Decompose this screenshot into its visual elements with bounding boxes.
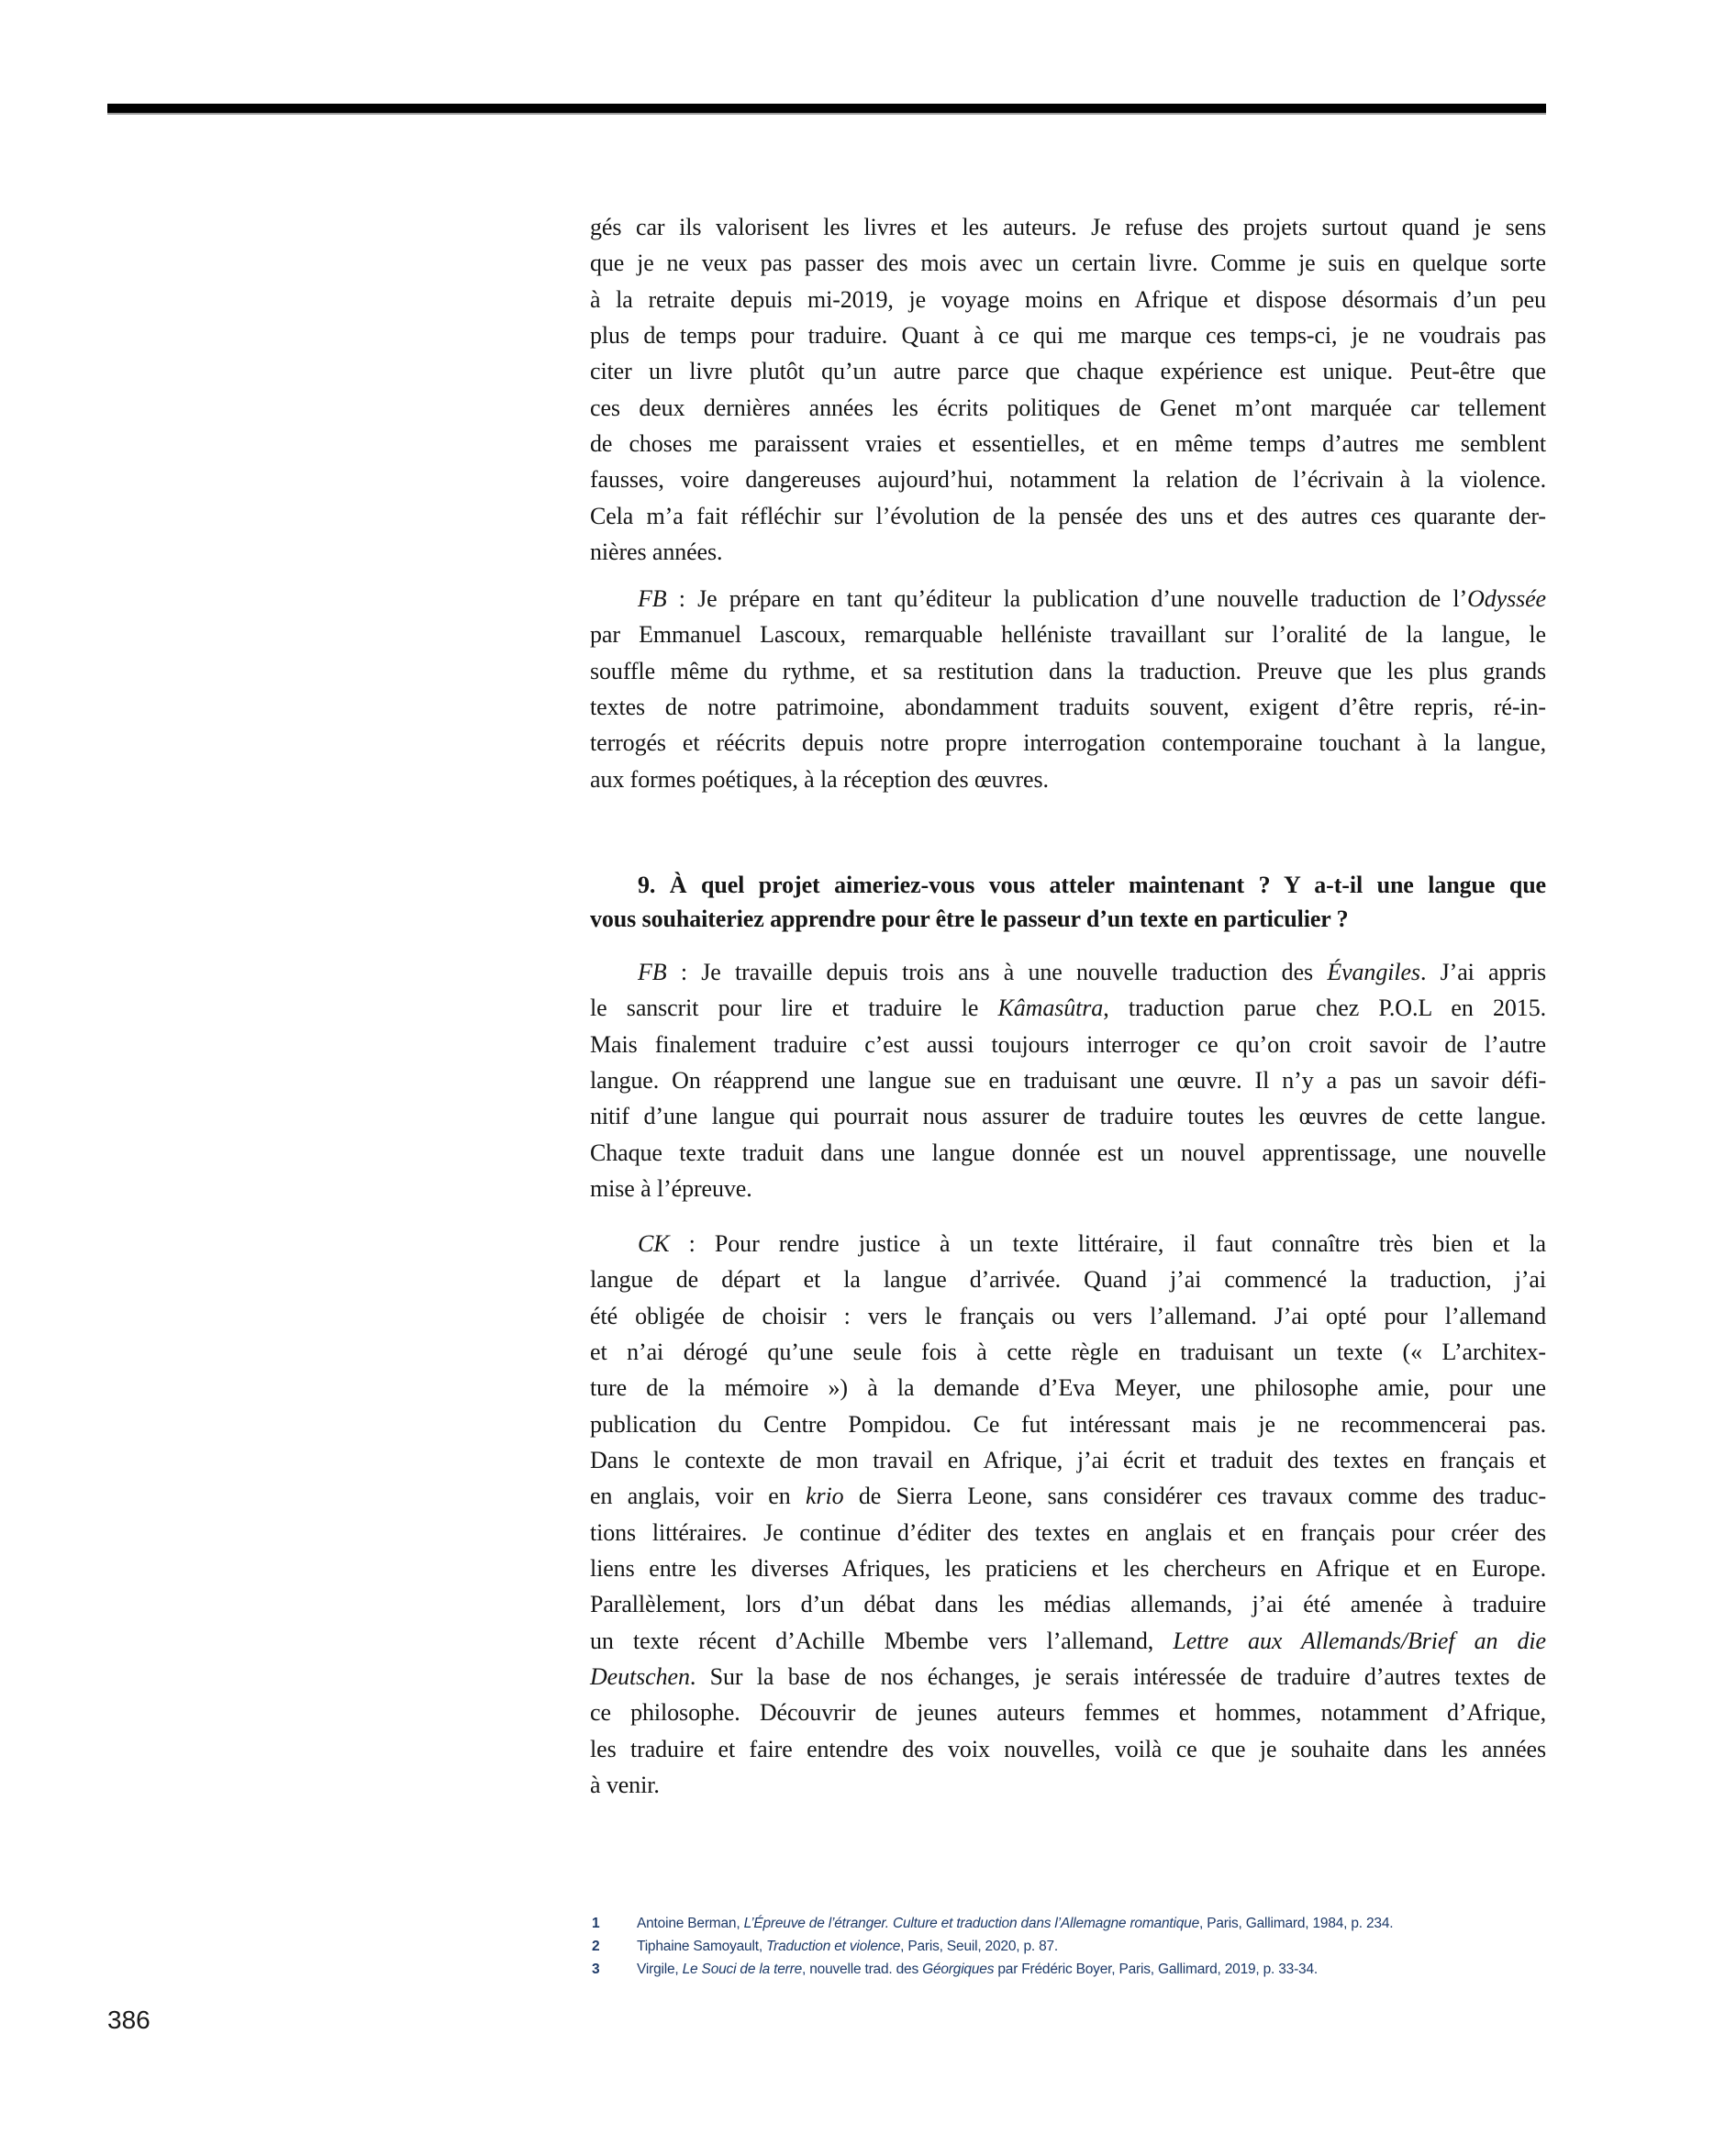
text-line [590, 761, 1546, 797]
text-run: : Je prépare en tant qu’éditeur la publication d’une nouvelle traduction de l’ [666, 585, 1468, 612]
text-line [590, 1695, 1546, 1730]
text-run: Chaque texte traduit dans une langue donnée est un nouvel apprentissage, une nouvelle [590, 1139, 1546, 1166]
text-run: nières années. [590, 539, 723, 566]
text-line [590, 725, 1546, 761]
text-run: ce philosophe. Découvrir de jeunes auteurs femmes et hommes, notamment d’Afrique, [590, 1699, 1546, 1727]
italic-text: Lettre aux Allemands/Brief an die [1173, 1627, 1546, 1654]
text-run: citer un livre plutôt qu’un autre parce que chaque expérience est unique. Peut-être que [590, 358, 1546, 385]
text-run: de choses me paraissent vraies et essentielles, et en même temps d’autres me semblent [590, 430, 1546, 458]
text-run: par Emmanuel Lascoux, remarquable helléniste travaillant sur l’oralité de la langue, le [590, 621, 1546, 649]
text-run: ture de la mémoire ») à la demande d’Eva Meyer, une philosophe amie, pour une [590, 1374, 1546, 1402]
text-line [590, 868, 1546, 902]
text-line [590, 1098, 1546, 1134]
text-line [590, 534, 1546, 570]
text-line [590, 282, 1546, 317]
text-line [590, 954, 1546, 990]
text-line [590, 1731, 1546, 1767]
text-run: un texte récent d’Achille Mbembe vers l’allemand, [590, 1627, 1174, 1654]
text-run: ces deux dernières années les écrits politiques de Genet m’ont marquée car tellement [590, 394, 1546, 421]
text-line [590, 990, 1546, 1026]
text-line [590, 390, 1546, 426]
text-run: Mais finalement traduire c’est aussi toujours interroger ce qu’on croit savoir de l’autre [590, 1030, 1546, 1058]
text-run: Parallèlement, lors d’un débat dans les médias allemands, j’ai été amenée à traduire [590, 1591, 1546, 1618]
page-number: 386 [107, 2006, 150, 2034]
text-line [590, 461, 1546, 497]
italic-text: krio [806, 1483, 844, 1510]
text-run: , traduction parue chez P.O.L en 2015. [1103, 995, 1546, 1022]
text-run: les traduire et faire entendre des voix nouvelles, voilà ce que je souhaite dans les années [590, 1735, 1546, 1762]
footnote-number: 3 [592, 1962, 600, 1977]
text-line [590, 617, 1546, 652]
text-run: , Paris, Gallimard, 1984, p. 234. [1199, 1916, 1394, 1931]
text-line [590, 1261, 1546, 1297]
italic-text: Kâmasûtra [997, 995, 1104, 1022]
text-run: . J’ai appris [1419, 959, 1546, 985]
text-line [590, 653, 1546, 689]
footnote [592, 1912, 1551, 1935]
text-line [590, 498, 1546, 534]
text-run: : Je travaille depuis trois ans à une nouvelle traduction des [666, 959, 1328, 985]
italic-text: Géorgiques [922, 1962, 995, 1977]
text-line [590, 581, 1546, 617]
italic-text: CK [638, 1230, 670, 1257]
text-run: que je ne veux pas passer des mois avec un certain livre. Comme je suis en quelque sorte [590, 250, 1546, 277]
text-run: par Frédéric Boyer, Paris, Gallimard, 2019, p. 33-34. [994, 1962, 1319, 1977]
text-line [590, 245, 1546, 281]
text-run: en anglais, voir en [590, 1483, 806, 1510]
italic-text: Évangiles [1327, 959, 1420, 985]
footnote [592, 1935, 1551, 1958]
footnote-text [637, 1912, 1551, 1935]
text-line [590, 1062, 1546, 1098]
text-run: été obligée de choisir : vers le français ou vers l’allemand. J’ai opté pour l’allemand [590, 1302, 1546, 1329]
text-run: 9. À quel projet aimeriez-vous vous atteler maintenant ? Y a-t-il une langue que [638, 872, 1546, 898]
text-run: vous souhaiteriez apprendre pour être le passeur d’un texte en particulier ? [590, 906, 1349, 932]
text-line [590, 1442, 1546, 1478]
text-run: terrogés et réécrits depuis notre propre interrogation contemporaine touchant à la langue, [590, 729, 1546, 757]
text-line [590, 1370, 1546, 1406]
text-run: nitif d’une langue qui pourrait nous assurer de traduire toutes les œuvres de cette langue. [590, 1103, 1546, 1130]
footnote [592, 1958, 1551, 1981]
text-line [590, 353, 1546, 389]
text-line [590, 317, 1546, 353]
text-run: à la retraite depuis mi-2019, je voyage moins en Afrique et dispose désormais d’un peu [590, 285, 1546, 313]
paragraph-fb-odyssee [590, 581, 1546, 797]
footnotes [592, 1912, 1551, 1981]
footnote-text [637, 1935, 1551, 1958]
text-line [590, 1550, 1546, 1586]
footnote-text [637, 1958, 1551, 1981]
text-run: langue de départ et la langue d’arrivée. Quand j’ai commencé la traduction, j’ai [590, 1266, 1546, 1294]
text-run: Cela m’a fait réfléchir sur l’évolution de la pensée des uns et des autres ces quarante der- [590, 502, 1546, 529]
text-line [590, 209, 1546, 245]
paragraph-continuation [590, 209, 1546, 570]
text-run: tions littéraires. Je continue d’éditer des textes en anglais et en français pour créer des [590, 1518, 1546, 1546]
text-run: Tiphaine Samoyault, [637, 1939, 767, 1954]
text-run: de Sierra Leone, sans considérer ces travaux comme des traduc- [843, 1483, 1546, 1510]
text-run: mise à l’épreuve. [590, 1175, 752, 1203]
text-line [590, 1334, 1546, 1370]
text-line [590, 1767, 1546, 1803]
text-line [590, 1027, 1546, 1062]
text-run: : Pour rendre justice à un texte littéraire, il faut connaître très bien et la [669, 1230, 1546, 1257]
text-run: fausses, voire dangereuses aujourd’hui, notamment la relation de l’écrivain à la violence. [590, 466, 1546, 494]
text-run: textes de notre patrimoine, abondamment traduits souvent, exigent d’être repris, ré-in- [590, 694, 1546, 721]
italic-text: FB [638, 959, 667, 985]
text-run: Antoine Berman, [637, 1916, 744, 1931]
text-line [590, 1478, 1546, 1514]
text-run: langue. On réapprend une langue sue en traduisant une œuvre. Il n’y a pas un savoir défi- [590, 1067, 1546, 1095]
text-run: plus de temps pour traduire. Quant à ce qui me marque ces temps-ci, je ne voudrais pas [590, 322, 1546, 350]
text-line [590, 689, 1546, 725]
text-run: et n’ai dérogé qu’une seule fois à cette règle en traduisant un texte (« L’architex- [590, 1339, 1546, 1366]
text-line [590, 1586, 1546, 1622]
italic-text: Deutschen [590, 1663, 690, 1691]
italic-text: L’Épreuve de l’étranger. Culture et traduction dans l’Allemagne romantique [743, 1916, 1199, 1931]
italic-text: Odyssée [1467, 585, 1546, 612]
text-line [590, 426, 1546, 461]
text-run: aux formes poétiques, à la réception des œuvres. [590, 765, 1049, 793]
paragraph-ck [590, 1226, 1546, 1804]
italic-text: Traduction et violence [766, 1939, 901, 1954]
question-heading [590, 868, 1546, 936]
text-run: le sanscrit pour lire et traduire le [590, 995, 998, 1022]
italic-text: Le Souci de la terre [682, 1962, 803, 1977]
text-line [590, 1298, 1546, 1334]
footnote-number: 1 [592, 1916, 600, 1931]
text-run: . Sur la base de nos échanges, je serais intéressée de traduire d’autres textes de [689, 1663, 1546, 1691]
text-run: , nouvelle trad. des [802, 1962, 923, 1977]
italic-text: FB [638, 585, 667, 612]
text-line [590, 1406, 1546, 1442]
footnote-number: 2 [592, 1939, 600, 1954]
text-line [590, 1659, 1546, 1695]
text-line [590, 1226, 1546, 1261]
paragraph-fb-evangiles [590, 954, 1546, 1206]
text-line [590, 1515, 1546, 1550]
text-run: Dans le contexte de mon travail en Afrique, j’ai écrit et traduit des textes en français et [590, 1447, 1546, 1474]
text-run: à venir. [590, 1772, 660, 1799]
text-run: souffle même du rythme, et sa restitution dans la traduction. Preuve que les plus grands [590, 657, 1546, 684]
text-run: publication du Centre Pompidou. Ce fut intéressant mais je ne recommencerai pas. [590, 1410, 1546, 1438]
text-line [590, 902, 1546, 936]
text-run: , Paris, Seuil, 2020, p. 87. [900, 1939, 1059, 1954]
text-run: Virgile, [637, 1962, 683, 1977]
text-line [590, 1135, 1546, 1171]
text-run: gés car ils valorisent les livres et les auteurs. Je refuse des projets surtout quand je sens [590, 214, 1546, 240]
text-line [590, 1171, 1546, 1206]
text-line [590, 1623, 1546, 1659]
text-run: liens entre les diverses Afriques, les praticiens et les chercheurs en Afrique et en Europe. [590, 1555, 1546, 1583]
top-rule [107, 104, 1546, 115]
